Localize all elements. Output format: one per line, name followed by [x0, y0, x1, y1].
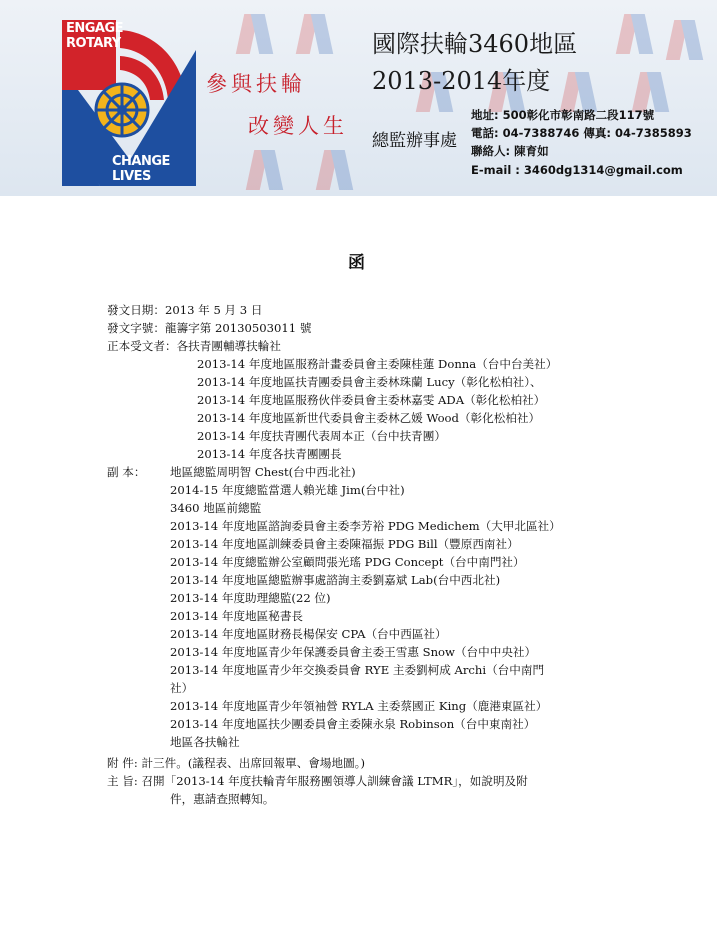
watermark-logo-icon [636, 72, 666, 112]
cc-item: 地區總監周明智 Chest(台中西北社) [170, 465, 356, 479]
cc-item: 3460 地區前總監 [170, 501, 262, 515]
subject-continuation: 件，惠請查照轉知。 [170, 792, 275, 806]
email-text: E-mail : 3460dg1314@gmail.com [471, 163, 683, 177]
logo-text-rotary: ROTARY [66, 36, 121, 51]
recipient-item: 2013-14 年度地區服務計畫委員會主委陳桂蓮 Donna（台中台美社） [197, 357, 558, 371]
recipient-item: 2013-14 年度扶青團代表周本正（台中扶青團） [197, 429, 446, 443]
contact-text: 聯絡人: 陳育如 [471, 144, 549, 158]
year-title: 2013-2014年度 [372, 67, 551, 95]
logo-text-lives: LIVES [112, 169, 151, 184]
watermark-logo-icon [670, 20, 700, 60]
watermark-logo-icon [240, 14, 270, 54]
district-title: 國際扶輪3460地區 [372, 30, 578, 58]
recipient-label: 正本受文者：各扶青團輔導扶輪社 [107, 339, 281, 353]
recipient-item: 2013-14 年度各扶青團團長 [197, 447, 342, 461]
cc-item: 2013-14 年度地區青少年交換委員會 RYE 主委劉柯成 Archi（台中南門 [170, 663, 545, 677]
cc-item: 2013-14 年度地區扶少團委員會主委陳永泉 Robinson（台中東南社） [170, 717, 536, 731]
document-number: 發文字號：龍籌字第 20130503011 號 [107, 321, 312, 335]
logo-text-change: CHANGE [112, 154, 170, 169]
recipient-item: 2013-14 年度地區扶青團委員會主委林珠蘭 Lucy（彰化松柏社）、 [197, 375, 542, 389]
watermark-logo-icon [300, 14, 330, 54]
cc-item: 2013-14 年度地區青少年領袖營 RYLA 主委蔡國正 King（鹿港東區社） [170, 699, 548, 713]
slogan-line-2: 改變人生 [248, 114, 348, 138]
cc-item: 2013-14 年度助理總監(22 位) [170, 591, 331, 605]
watermark-logo-icon [320, 150, 350, 190]
logo-text-engage: ENGAGE [66, 21, 124, 36]
recipient-item: 2013-14 年度地區服務伙伴委員會主委林嘉雯 ADA（彰化松柏社） [197, 393, 546, 407]
cc-item: 2013-14 年度地區諮詢委員會主委李芳裕 PDG Medichem（大甲北區社） [170, 519, 561, 533]
cc-item: 2013-14 年度地區總監辦事處諮詢主委劉嘉斌 Lab(台中西北社) [170, 573, 501, 587]
cc-item: 2013-14 年度總監辦公室顧問張光瑤 PDG Concept（台中南門社） [170, 555, 525, 569]
phone-text: 電話: 04-7388746 傳真: 04-7385893 [471, 126, 692, 140]
document-title: 函 [348, 253, 365, 273]
cc-item: 地區各扶輪社 [170, 735, 240, 749]
cc-item: 2013-14 年度地區訓練委員會主委陳福振 PDG Bill（豐原西南社） [170, 537, 519, 551]
address-text: 地址: 500彰化市彰南路二段117號 [471, 108, 655, 122]
watermark-logo-icon [250, 150, 280, 190]
office-name: 總監辦事處 [372, 131, 457, 151]
cc-item: 2013-14 年度地區青少年保護委員會主委王雪惠 Snow（台中中央社） [170, 645, 537, 659]
cc-item: 2013-14 年度地區秘書長 [170, 609, 304, 623]
cc-item: 2013-14 年度地區財務長楊保安 CPA（台中西區社） [170, 627, 447, 641]
recipient-item: 2013-14 年度地區新世代委員會主委林乙媛 Wood（彰化松柏社） [197, 411, 541, 425]
cc-item: 2014-15 年度總監當選人賴光雄 Jim(台中社) [170, 483, 405, 497]
issue-date: 發文日期：2013 年 5 月 3 日 [107, 303, 263, 317]
cc-item: 社） [170, 681, 194, 695]
watermark-logo-icon [564, 72, 594, 112]
attachment-line: 附 件: 計三件。(議程表、出席回報單、會場地圖。) [107, 756, 365, 770]
letterhead-banner [0, 0, 717, 196]
slogan-line-1: 參與扶輪 [206, 72, 306, 96]
cc-label: 副 本： [107, 465, 146, 479]
watermark-logo-icon [620, 14, 650, 54]
subject-line: 主 旨: 召開「2013-14 年度扶輪青年服務團領導人訓練會議 LTMR」，如說明及附 [107, 774, 528, 788]
